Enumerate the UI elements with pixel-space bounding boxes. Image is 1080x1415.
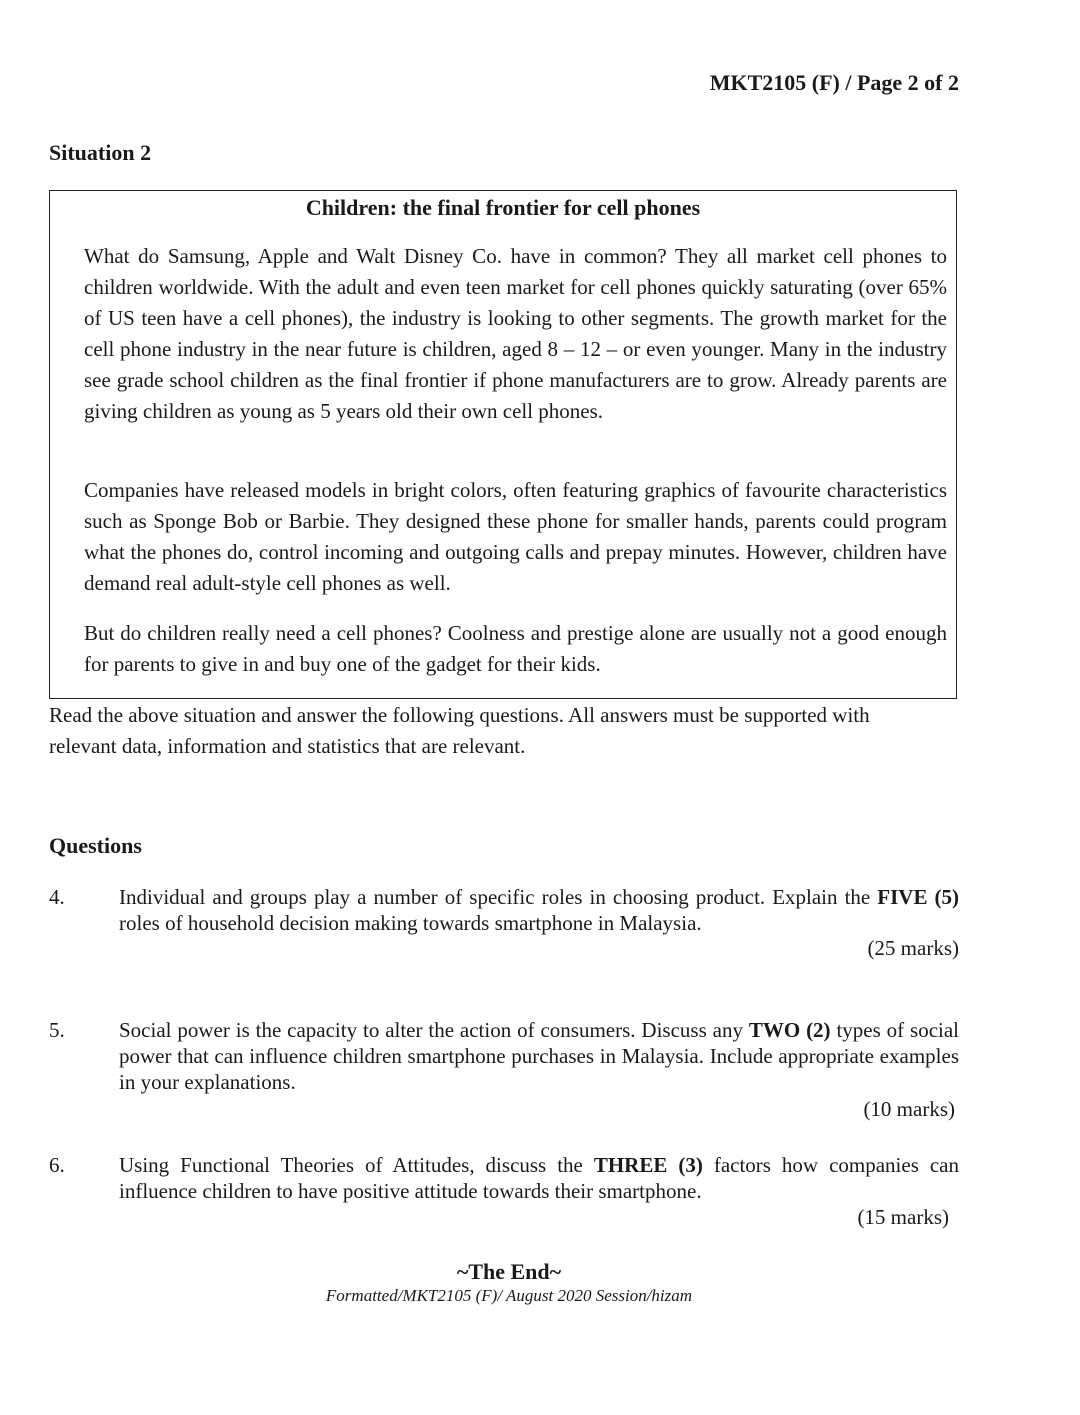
case-paragraph-2: Companies have released models in bright colors, often featuring graphics of favourite characteristics such as Sponge Bob or Barbie. They designed these phone for smaller hands, parents could program what the phones do, control incoming and outgoing calls and prepay minutes. However, children have demand real adult-style cell phones as well. xyxy=(84,478,947,595)
case-study-title: Children: the final frontier for cell phones xyxy=(305,195,701,220)
question-number: 6. xyxy=(49,1153,65,1177)
question-number: 4. xyxy=(49,885,65,909)
case-study-box xyxy=(49,190,957,699)
question-marks: (10 marks) xyxy=(863,1097,955,1121)
format-note: Formatted/MKT2105 (F)/ August 2020 Session/hizam xyxy=(325,1286,693,1305)
question-marks: (25 marks) xyxy=(867,936,959,960)
page-reference: MKT2105 (F) / Page 2 of 2 xyxy=(709,70,959,95)
question-text: Individual and groups play a number of specific roles in choosing product. Explain the FIVE (5) roles of household decision making towards smartphone in Malaysia. xyxy=(119,885,959,935)
case-paragraph-3: But do children really need a cell phones? Coolness and prestige alone are usually not a good enough for parents to give in and buy one of the gadget for their kids. xyxy=(84,621,947,676)
question-text: Social power is the capacity to alter the action of consumers. Discuss any TWO (2) types of social power that can influence children smartphone purchases in Malaysia. Include appropriate examples in your explanations. xyxy=(119,1018,960,1094)
question-number: 5. xyxy=(49,1018,65,1042)
question-emphasis: FIVE (5) xyxy=(877,885,959,909)
question-emphasis: THREE (3) xyxy=(593,1153,703,1177)
question-emphasis: TWO (2) xyxy=(748,1018,831,1042)
case-paragraph-1: What do Samsung, Apple and Walt Disney Co. have in common? They all market cell phones to children worldwide. With the adult and even teen market for cell phones quickly saturating (over 65% of US teen have a cell phones), the industry is looking to other segments. The growth market for the cell phone industry in the near future is children, aged 8 – 12 – or even younger. Many in the industry see grade school children as the final frontier if phone manufacturers are to grow. Already parents are giving children as young as 5 years old their own cell phones. xyxy=(84,244,947,423)
question-marks: (15 marks) xyxy=(857,1205,949,1229)
end-marker: ~The End~ xyxy=(456,1259,562,1284)
question-text: Using Functional Theories of Attitudes, discuss the THREE (3) factors how companies can influence children to have positive attitude towards their smartphone. xyxy=(119,1153,960,1203)
situation-title: Situation 2 xyxy=(49,140,152,165)
questions-heading: Questions xyxy=(49,833,142,858)
instructions-text: Read the above situation and answer the following questions. All answers must be supported with relevant data, information and statistics that are relevant. xyxy=(49,703,870,758)
